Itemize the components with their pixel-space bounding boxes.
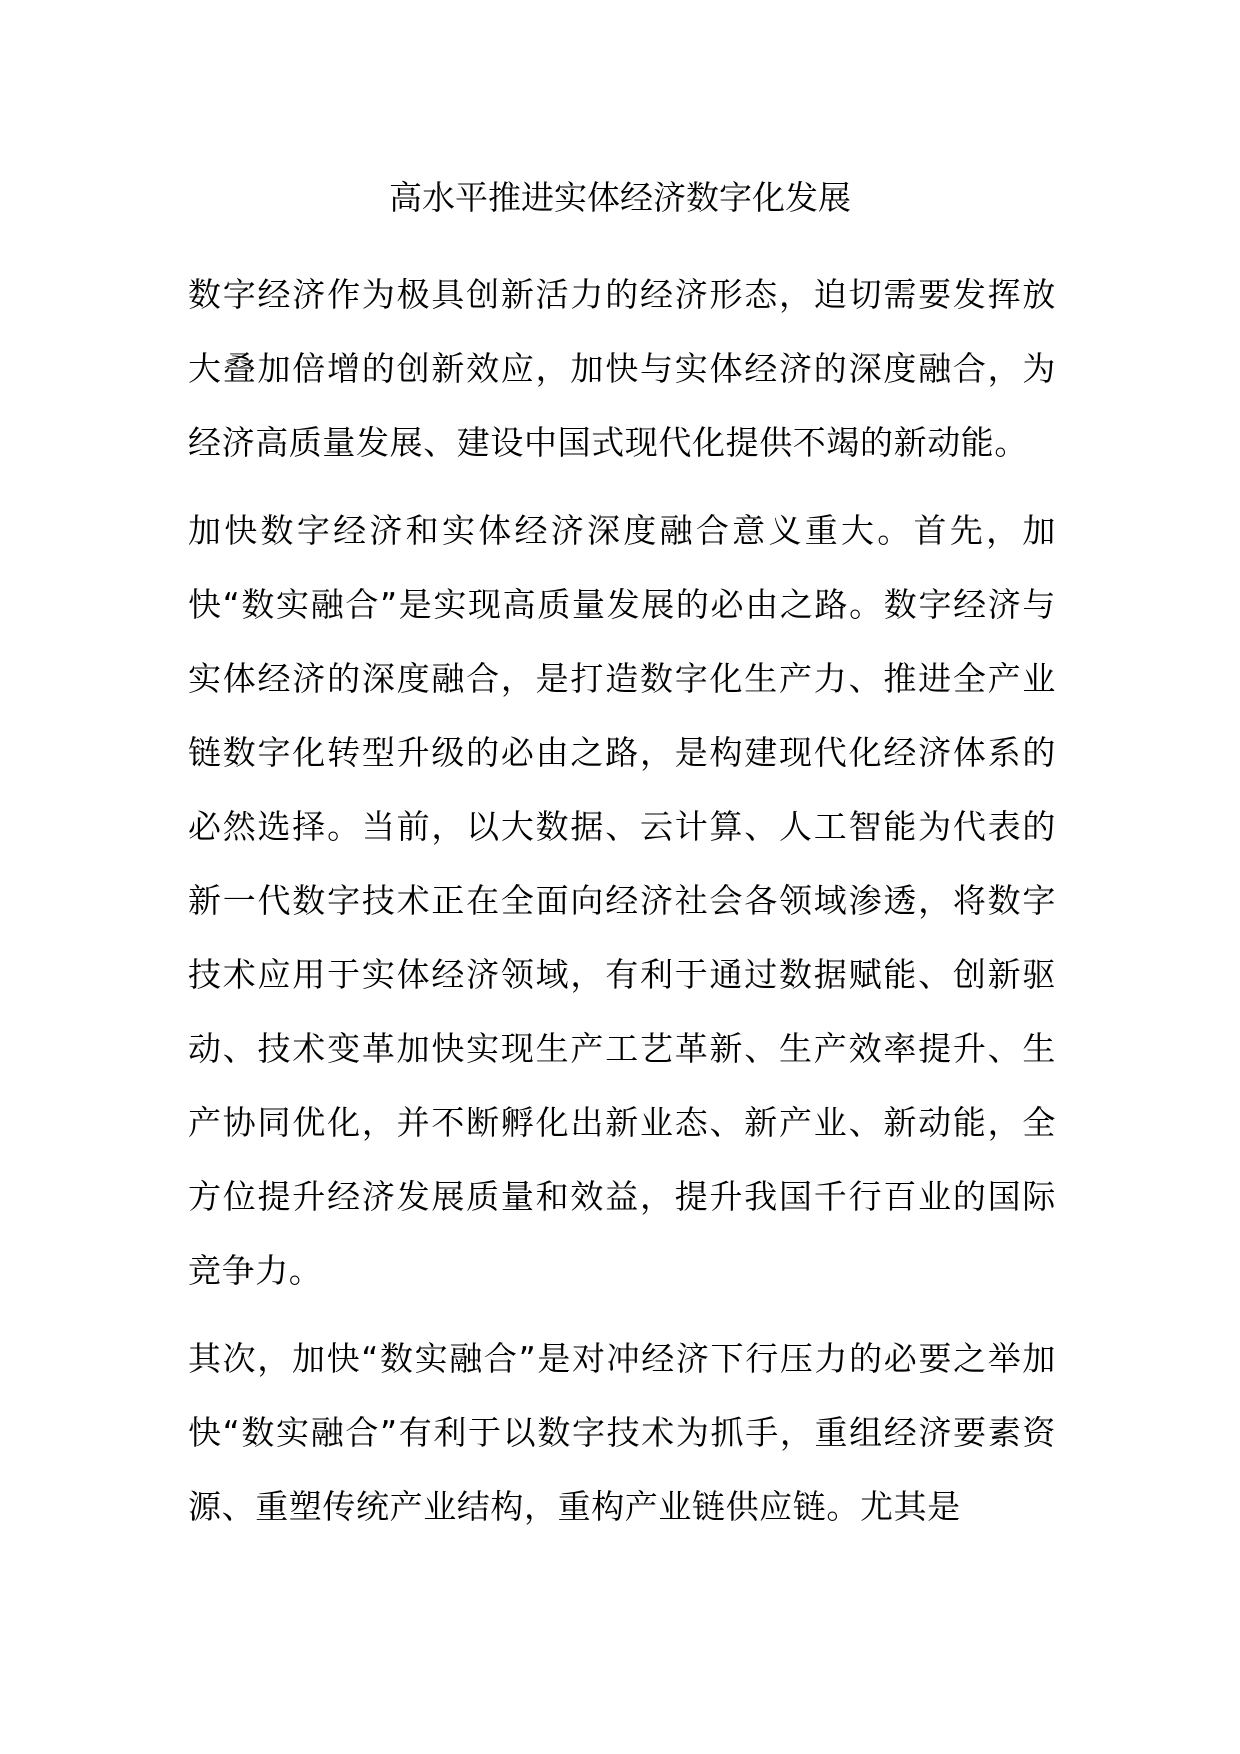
paragraph-2: 加快数字经济和实体经济深度融合意义重大。首先，加快“数实融合”是实现高质量发展的必由之路。数字经济与实体经济的深度融合，是打造数字化生产力、推进全产业链数字化转型升级的必由之路，是构建现代化经济体系的必然选择。当前，以大数据、云计算、人工智能为代表的新一代数字技术正在全面向经济社会各领域渗透，将数字技术应用于实体经济领域，有利于通过数据赋能、创新驱动、技术变革加快实现生产工艺革新、生产效率提升、生产协同优化，并不断孵化出新业态、新产业、新动能，全方位提升经济发展质量和效益，提升我国千行百业的国际竞争力。 [188, 511, 1056, 1290]
paragraph-3: 其次，加快“数实融合”是对冲经济下行压力的必要之举加快“数实融合”有利于以数字技术为抓手，重组经济要素资源、重塑传统产业结构，重构产业链供应链。尤其是 [188, 1339, 1056, 1526]
paragraph-1: 数字经济作为极具创新活力的经济形态，迫切需要发挥放大叠加倍增的创新效应，加快与实体经济的深度融合，为经济高质量发展、建设中国式现代化提供不竭的新动能。 [188, 275, 1056, 462]
document-title: 高水平推进实体经济数字化发展 [389, 178, 851, 217]
document-body [188, 258, 1056, 1558]
